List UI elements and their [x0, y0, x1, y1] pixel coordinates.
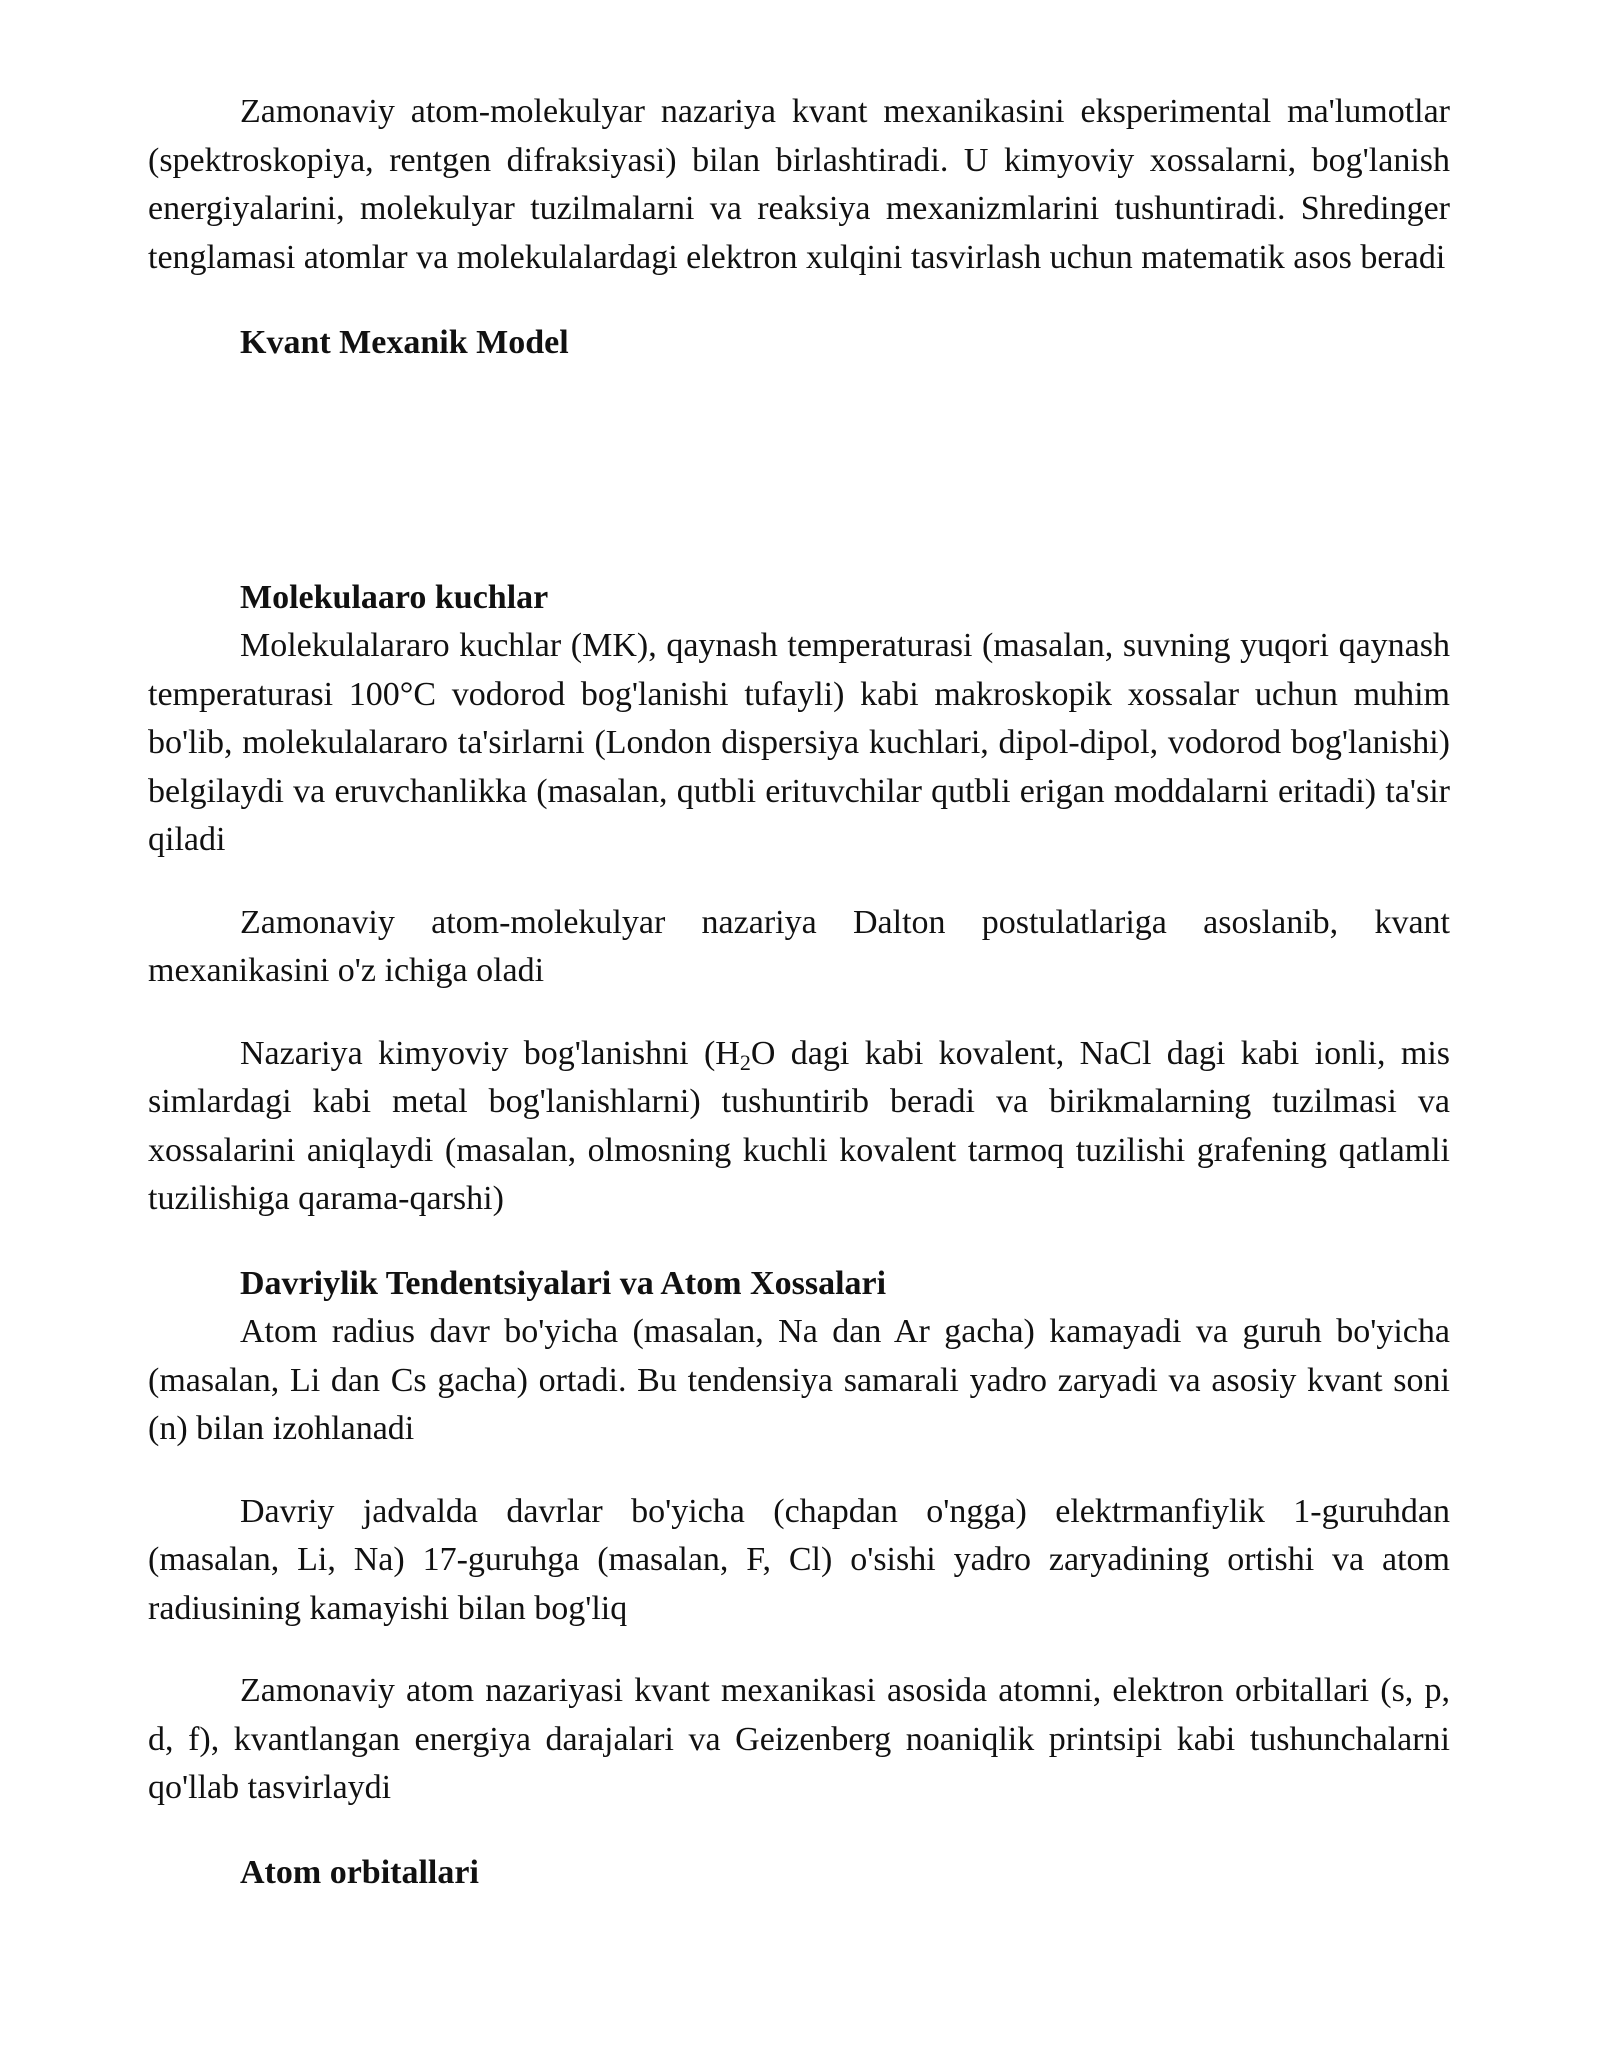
paragraph-kimyoviy-boglanish-end: O dagi kabi kovalent, NaCl dagi kabi ionli, mis simlardagi kabi metal bog'lanishlarni) tushuntirib beradi va birikmalarning tuzilmasi va xossalarini aniqlaydi (masalan, olmosning kuchli kovalent tarmoq tuzilishi grafening qatlamli tuzilishiga qarama-qarshi): [148, 1034, 1450, 1217]
heading-molekulaaro-kuchlar: Molekulaaro kuchlar: [240, 578, 549, 616]
heading-atom-orbitallari: Atom orbitallari: [240, 1853, 479, 1891]
paragraph-elektrmanfiylik: Davriy jadvalda davrlar bo'yicha (chapdan o'ngga) elektrmanfiylik 1-guruhdan (masalan, Li, Na) 17-guruhga (masalan, F, Cl) o'sishi yadro zaryadining ortishi va atom radiusining kamayishi bilan bog'liq: [148, 1492, 1450, 1627]
paragraph-dalton-postulatlari: Zamonaviy atom-molekulyar nazariya Dalton postulatlariga asoslanib, kvant mexanikasini o'z ichiga oladi: [148, 903, 1450, 989]
paragraph-kimyoviy-boglanish: [148, 1030, 1450, 1224]
heading-kvant-mexanik-model: Kvant Mexanik Model: [240, 324, 569, 361]
paragraph-zamonaviy-atom-nazariyasi: Zamonaviy atom nazariyasi kvant mexanikasi asosida atomni, elektron orbitallari (s, p, d, f), kvantlangan energiya darajalari va Geizenberg noaniqlik printsipi kabi tushunchalarni qo'llab tasvirlaydi: [148, 1672, 1450, 1806]
paragraph-kimyoviy-boglanish-start: Nazariya kimyoviy bog'lanishni (H: [240, 1034, 740, 1072]
subscript-two: 2: [739, 1049, 751, 1075]
document-page: [148, 88, 1450, 1897]
heading-davriylik-tendentsiyalari: Davriylik Tendentsiyalari va Atom Xossalari: [240, 1264, 887, 1302]
paragraph-atom-radius: Atom radius davr bo'yicha (masalan, Na dan Ar gacha) kamayadi va guruh bo'yicha (masalan, Li dan Cs gacha) ortadi. Bu tendensiya samarali yadro zaryadi va asosiy kvant soni (n) bilan izohlanadi: [148, 1313, 1450, 1447]
paragraph-molekulalararo-kuchlar: Molekulalararo kuchlar (MK), qaynash temperaturasi (masalan, suvning yuqori qaynash temperaturasi 100°C vodorod bog'lanishi tufayli) kabi makroskopik xossalar uchun muhim bo'lib, molekulalararo ta'sirlarni (London dispersiya kuchlari, dipol-dipol, vodorod bog'lanishi) belgilaydi va eruvchanlikka (masalan, qutbli erituvchilar qutbli erigan moddalarni eritadi) ta'sir qiladi: [148, 627, 1450, 858]
paragraph-intro: Zamonaviy atom-molekulyar nazariya kvant mexanikasini eksperimental ma'lumotlar (spektroskopiya, rentgen difraksiyasi) bilan birlashtiradi. U kimyoviy xossalarni, bog'lanish energiyalarini, molekulyar tuzilmalarni va reaksiya mexanizmlarini tushuntiradi. Shredinger tenglamasi atomlar va molekulalardagi elektron xulqini tasvirlash uchun matematik asos beradi: [148, 93, 1450, 276]
